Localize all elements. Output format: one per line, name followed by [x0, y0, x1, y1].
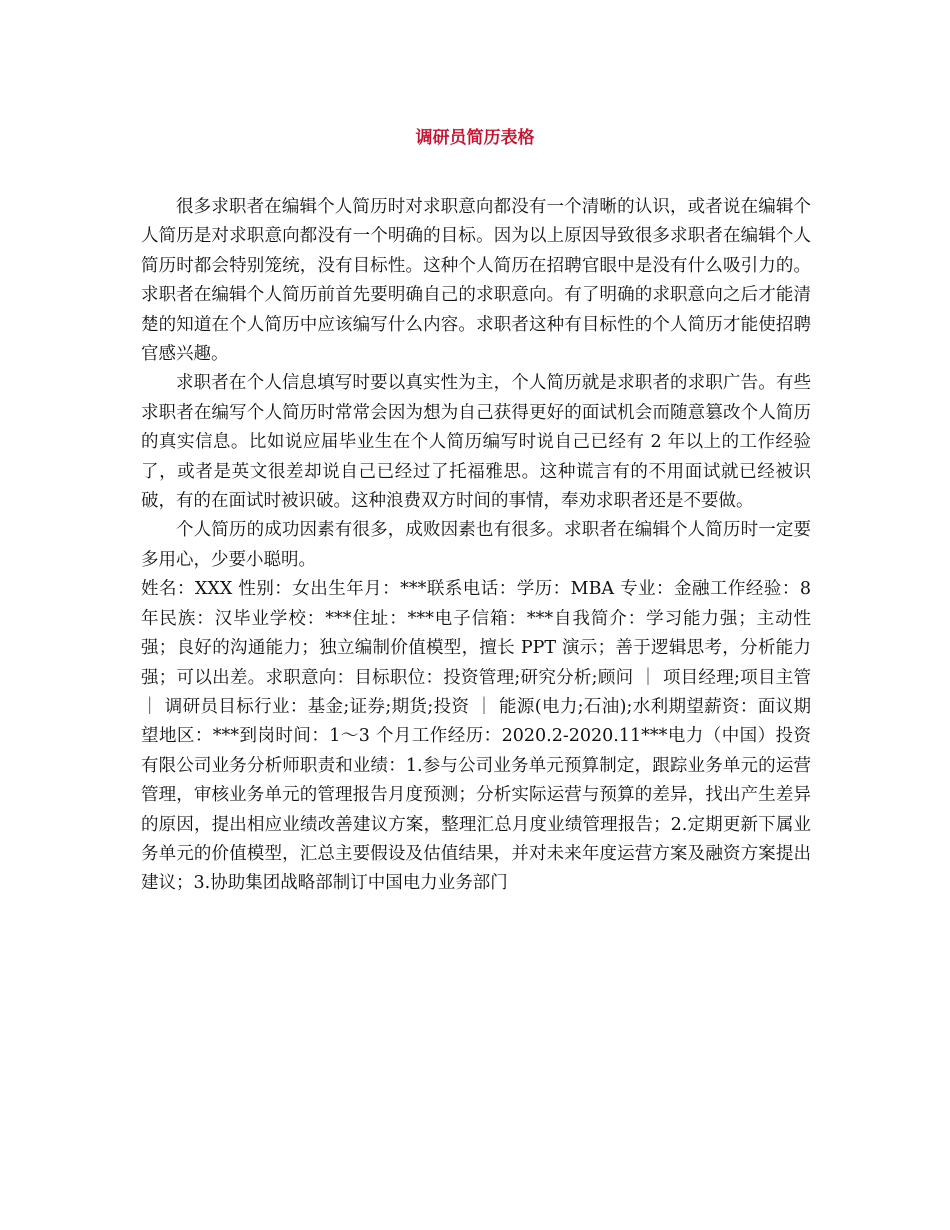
paragraph-truthfulness: 求职者在个人信息填写时要以真实性为主，个人简历就是求职者的求职广告。有些求职者在编写个人简历时常常会因为想为自己获得更好的面试机会而随意篡改个人简历的真实信息。比如说应届毕业生在个人简历编写时说自己已经有 2 年以上的工作经验了，或者是英文很差却说自己已经过了托福雅思。这种谎言有的不用面试就已经被识破，有的在面试时被识破。这种浪费双方时间的事情，奉劝求职者还是不要做。: [141, 373, 811, 512]
paragraph-success-factors: 个人简历的成功因素有很多，成败因素也有很多。求职者在编辑个人简历时一定要多用心，少要小聪明。: [141, 520, 811, 570]
paragraph-job-intention: 很多求职者在编辑个人简历时对求职意向都没有一个清晰的认识，或者说在编辑个人简历是对求职意向都没有一个明确的目标。因为以上原因导致很多求职者在编辑个人简历时都会特别笼统，没有目标性。这种个人简历在招聘官眼中是没有什么吸引力的。求职者在编辑个人简历前首先要明确自己的求职意向。有了明确的求职意向之后才能清楚的知道在个人简历中应该编写什么内容。求职者这种有目标性的个人简历才能使招聘官感兴趣。: [141, 197, 811, 365]
resume-details: 姓名：XXX 性别：女出生年月：***联系电话：学历：MBA 专业：金融工作经验：8年民族：汉毕业学校：***住址：***电子信箱：***自我简介：学习能力强；主动性强；良好的沟通能力；独立编制价值模型，擅长 PPT 演示；善于逻辑思考，分析能力强；可以出差。求职意向：目标职位：投资管理;研究分析;顾问 ｜ 项目经理;项目主管 ｜ 调研员目标行业：基金;证券;期货;投资 ｜ 能源(电力;石油);水利期望薪资：面议期望地区：***到岗时间：1～3 个月工作经历：2020.2-2020.11***电力（中国）投资有限公司业务分析师职责和业绩：1.参与公司业务单元预算制定，跟踪业务单元的运营管理，审核业务单元的管理报告月度预测；分析实际运营与预算的差异，找出产生差异的原因，提出相应业绩改善建议方案，整理汇总月度业绩管理报告；2.定期更新下属业务单元的价值模型，汇总主要假设及估值结果，并对未来年度运营方案及融资方案提出建议；3.协助集团战略部制订中国电力业务部门: [141, 579, 811, 894]
document-body: [141, 193, 811, 899]
document-title: 调研员简历表格: [415, 128, 535, 148]
